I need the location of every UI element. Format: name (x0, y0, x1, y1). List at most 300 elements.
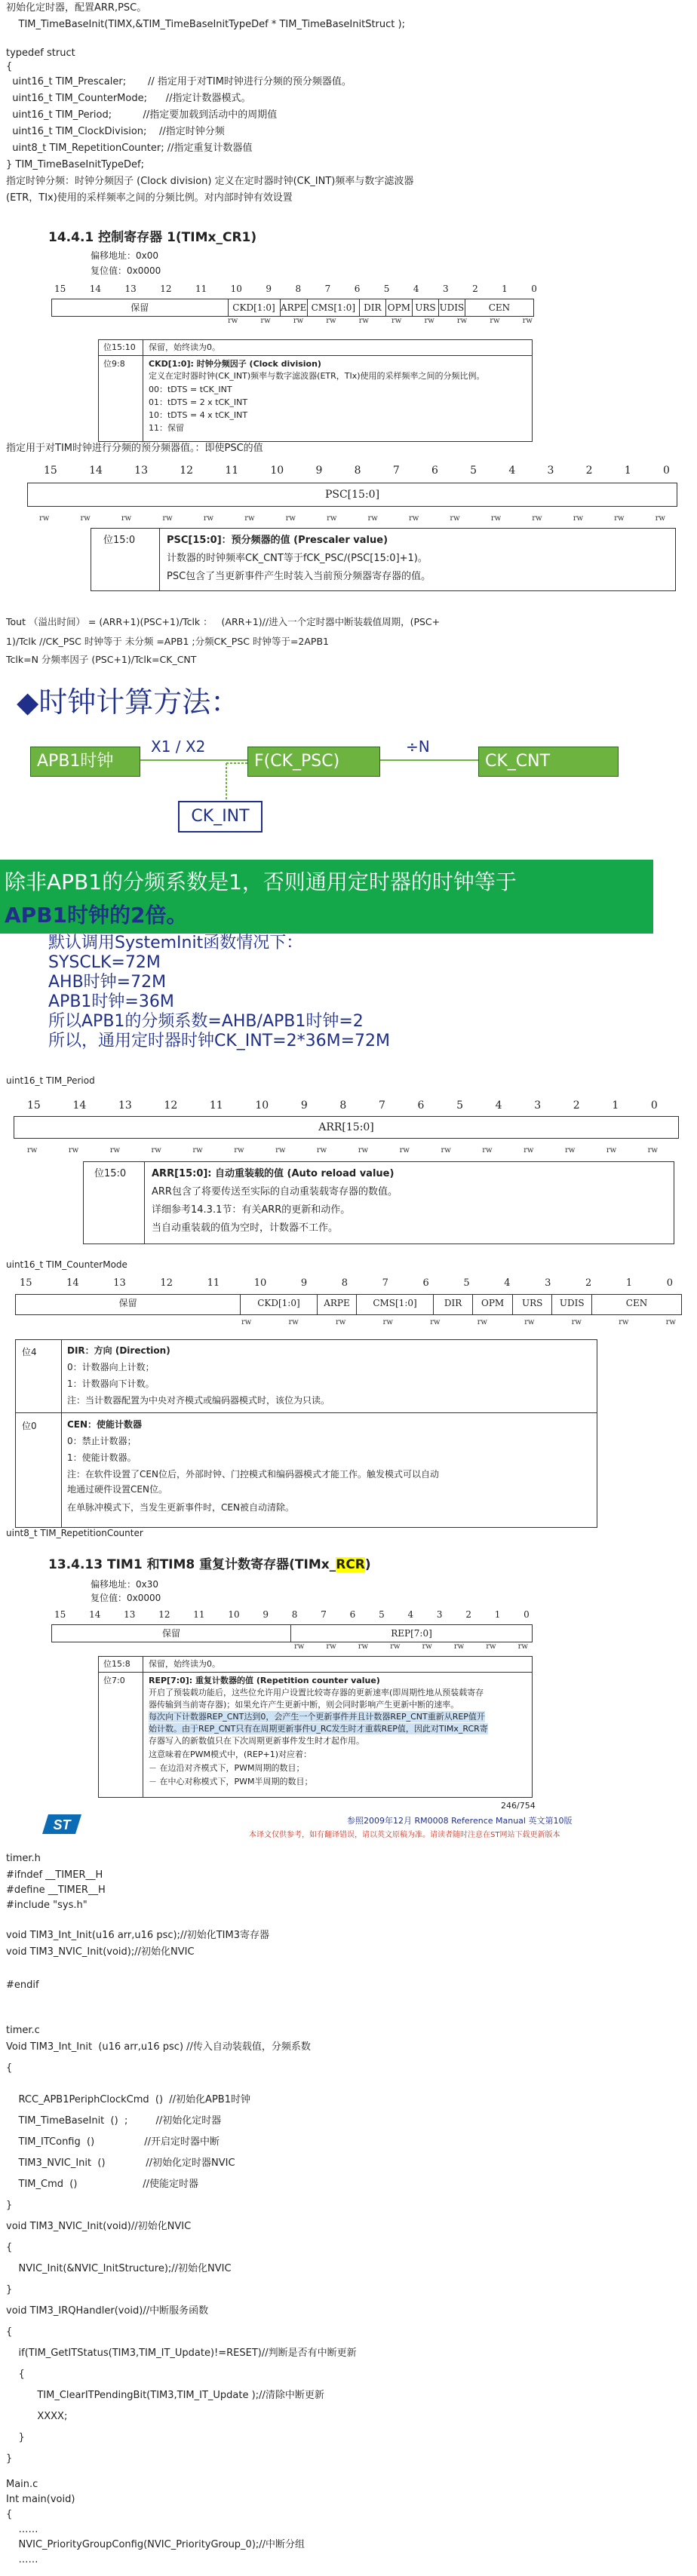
code-line: TIM_Cmd () //使能定时器 (6, 2179, 198, 2190)
bit-description: 1：使能计数器。 (67, 1452, 137, 1463)
intro-line: uint16_t TIM_Prescaler; // 指定用于对TIM时钟进行分频的预分频器值。 (6, 76, 352, 87)
register-field: URS (413, 299, 439, 316)
access-flag: rw (573, 514, 584, 523)
intro-line: uint16_t TIM_Period; //指定要加载到活动中的周期值 (6, 109, 278, 121)
bit-position: 位15:0 (103, 535, 136, 546)
access-flag: rw (532, 514, 542, 523)
register-field: ARR[15:0] (318, 1121, 374, 1133)
fck-psc-box: F(CK_PSC) (247, 747, 380, 777)
register-field: CMS[1:0] (357, 1295, 434, 1314)
register-field: REP[7:0] (391, 1628, 432, 1639)
access-flag: rw (241, 1318, 252, 1326)
access-flag: rw (655, 514, 665, 523)
intro-line: { (6, 61, 13, 72)
bit-number: 6 (422, 1277, 429, 1289)
bit-number: 1 (612, 1099, 619, 1112)
bit-description: 存器写入的新数值只在下次周期更新事件发生时才起作用。 (149, 1736, 364, 1746)
access-flag: rw (288, 1318, 299, 1326)
code-line: } (6, 2453, 13, 2464)
bit-position: 位9:8 (103, 359, 125, 369)
access-flag: rw (358, 317, 369, 325)
bit-number: 6 (417, 1099, 425, 1112)
access-flag: rw (228, 317, 238, 325)
bit-number: 5 (383, 284, 390, 294)
code-line: timer.h (6, 1853, 41, 1864)
code-line: …… (6, 2524, 38, 2535)
access-flag: rw (358, 1642, 369, 1651)
bit-number: 12 (158, 1609, 170, 1620)
access-flag: rw (162, 514, 173, 523)
bit-number: 4 (504, 1277, 511, 1289)
bit-number: 15 (44, 465, 57, 477)
rcr-reset: 复位值：0x0000 (91, 1593, 161, 1603)
bit-number: 7 (382, 1277, 388, 1289)
bit-description: 详细参考14.3.1节：有关ARR的更新和动作。 (152, 1204, 351, 1216)
bit-description: CEN：使能计数器 (67, 1419, 143, 1430)
bit-number: 7 (321, 1609, 327, 1620)
clock-text-line: SYSCLK=72M (48, 953, 161, 972)
code-line: TIM_ClearITPendingBit(TIM3,TIM_IT_Update );//清除中断更新 (6, 2390, 324, 2401)
register-field: 保留 (16, 1295, 241, 1314)
register-field: UDIS (439, 299, 465, 316)
access-flag: rw (326, 317, 336, 325)
bit-number: 7 (392, 465, 400, 477)
clock-text-line: 所以APB1的分频系数=AHB/APB1时钟=2 (48, 1012, 364, 1031)
access-row (228, 317, 533, 325)
bit-number: 1 (625, 1277, 633, 1289)
bit-number: 9 (300, 1099, 308, 1112)
register-field: 保留 (52, 299, 229, 316)
bit-description: 器传输到当前寄存器)；如果允许产生更新中断，则会同时影响产生更新中断的速率。 (149, 1700, 459, 1710)
access-flag: rw (524, 1146, 534, 1155)
section-label: uint8_t TIM_RepetitionCounter (6, 1528, 143, 1538)
bit-position: 位0 (22, 1421, 37, 1431)
clock-text-line: AHB时钟=72M (48, 973, 167, 992)
bit-number: 5 (463, 1277, 470, 1289)
register-field-row (51, 1624, 533, 1642)
cr1-reset: 复位值：0x0000 (91, 265, 161, 276)
note-banner (0, 860, 653, 934)
bit-description: 在单脉冲模式下，当发生更新事件时，CEN被自动清除。 (67, 1502, 294, 1513)
bit-number: 9 (315, 465, 323, 477)
bit-number: 14 (72, 1099, 87, 1112)
access-flag: rw (399, 1146, 410, 1155)
bit-description: 注：在软件设置了CEN位后，外部时钟、门控模式和编码器模式才能工作。触发模式可以自动 (67, 1469, 439, 1480)
bit-position: 位7:0 (103, 1676, 125, 1685)
bit-number: 0 (524, 1609, 530, 1620)
code-line: NVIC_Init(&NVIC_InitStructure);//初始化NVIC (6, 2263, 232, 2274)
bit-description: 每次向下计数器REP_CNT达到0，会产生一个更新事件并且计数器REP_CNT重新从REP值开 (149, 1712, 485, 1722)
access-flag: rw (367, 514, 378, 523)
bit-description: 11：保留 (149, 423, 184, 433)
bit-number: 0 (663, 465, 670, 477)
access-flag: rw (391, 317, 402, 325)
intro-line: 初始化定时器，配置ARR,PSC。 (6, 2, 147, 14)
access-row (241, 1318, 676, 1326)
bit-number: 5 (470, 465, 477, 477)
register-field: 保留 (52, 1625, 291, 1642)
access-flag: rw (482, 1146, 493, 1155)
register-field-row (15, 1294, 682, 1315)
bit-description: 00：tDTS = tCK_INT (149, 385, 232, 394)
bit-description: 当自动重装载的值为空时，计数器不工作。 (152, 1222, 339, 1234)
bit-number: 2 (472, 284, 478, 294)
register-field: ARPE (281, 299, 308, 316)
rcr-offset: 偏移地址：0x30 (91, 1579, 159, 1590)
bit-position: 位15:8 (103, 1659, 130, 1669)
bit-number: 8 (339, 1099, 347, 1112)
section-label: uint16_t TIM_CounterMode (6, 1259, 127, 1270)
bit-description: 始计数。由于REP_CNT只有在周期更新事件U_RC发生时才重载REP值，因此对TIMx_RCR寄 (149, 1724, 488, 1734)
access-flag: rw (293, 317, 304, 325)
intro-line: uint16_t TIM_CounterMode; //指定计数器模式。 (6, 93, 251, 104)
section-label: uint16_t TIM_Period (6, 1075, 95, 1086)
bit-number: 11 (195, 284, 207, 294)
bit-number: 6 (349, 1609, 356, 1620)
bit-description: 这意味着在PWM模式中，(REP+1)对应着： (149, 1750, 312, 1759)
access-flag: rw (275, 1146, 286, 1155)
bit-number: 6 (354, 284, 361, 294)
bit-number: 3 (547, 465, 554, 477)
bit-description: 1：计数器向下计数。 (67, 1378, 155, 1389)
code-line: } (6, 2200, 13, 2211)
slide-title: ◆时钟计算方法： (17, 685, 240, 719)
access-flag: rw (327, 514, 337, 523)
bit-description: － 在边沿对齐模式下，PWM周期的数目； (149, 1763, 305, 1773)
access-flag: rw (27, 1146, 38, 1155)
bit-description: 地通过硬件设置CEN位。 (67, 1484, 167, 1495)
tout-line: Tclk=N 分频率因子 (PSC+1)/Tclk=CK_CNT (6, 654, 197, 665)
code-line: …… (6, 2554, 38, 2565)
bit-number: 14 (89, 465, 103, 477)
code-line: } (6, 2284, 13, 2295)
clock-text-line: APB1时钟=36M (48, 992, 174, 1011)
counter-description-table (15, 1339, 597, 1528)
bit-number: 8 (341, 1277, 348, 1289)
bit-number: 11 (209, 1099, 223, 1112)
access-flag: rw (244, 514, 255, 523)
code-line: NVIC_PriorityGroupConfig(NVIC_PriorityGroup_0);//中断分组 (6, 2539, 306, 2550)
apb1-box: APB1时钟 (30, 747, 140, 777)
access-flag: rw (441, 1146, 451, 1155)
bit-number: 14 (89, 1609, 101, 1620)
code-line: Main.c (6, 2479, 38, 2490)
access-flag: rw (382, 1318, 393, 1326)
access-flag: rw (390, 1642, 401, 1651)
register-field: DIR (434, 1295, 474, 1314)
code-line: RCC_APB1PeriphClockCmd () //初始化APB1时钟 (6, 2094, 250, 2105)
code-line: { (6, 2369, 25, 2380)
access-flag: rw (326, 1642, 336, 1651)
code-line: if(TIM_GetITStatus(TIM3,TIM_IT_Update)!=RESET)//判断是否有中断更新 (6, 2348, 357, 2359)
bit-number: 4 (495, 1099, 502, 1112)
register-field: URS (513, 1295, 553, 1314)
rcr-title: 13.4.13 TIM1 和TIM8 重复计数寄存器(TIMx_RCR) (48, 1557, 371, 1572)
code-line: void TIM3_NVIC_Init(void);//初始化NVIC (6, 1946, 195, 1958)
bit-number: 0 (666, 1277, 673, 1289)
access-flag: rw (619, 1318, 629, 1326)
bit-number: 1 (494, 1609, 501, 1620)
bit-number: 7 (378, 1099, 385, 1112)
psc-description-table (91, 528, 676, 591)
register-field: UDIS (552, 1295, 592, 1314)
bit-number: 4 (413, 284, 419, 294)
access-flag: rw (358, 1146, 369, 1155)
bit-number: 2 (585, 465, 593, 477)
code-line: void TIM3_NVIC_Init(void)//初始化NVIC (6, 2221, 192, 2232)
access-flag: rw (665, 1318, 676, 1326)
bit-number: 15 (27, 1099, 41, 1112)
bit-number: 3 (534, 1099, 542, 1112)
bit-description: 01：tDTS = 2 x tCK_INT (149, 397, 248, 407)
rcr-description-table (98, 1656, 533, 1798)
bit-number: 12 (160, 1277, 173, 1289)
access-flag: rw (517, 1642, 528, 1651)
bit-number: 2 (585, 1277, 592, 1289)
code-line: Int main(void) (6, 2494, 75, 2505)
code-line: TIM3_NVIC_Init () //初始化定时器NVIC (6, 2157, 235, 2169)
bit-number: 13 (124, 284, 137, 294)
code-line: timer.c (6, 2025, 40, 2036)
bit-number: 10 (253, 1277, 267, 1289)
bit-number: 0 (531, 284, 537, 294)
clock-text-line: 所以，通用定时器时钟CK_INT=2*36M=72M (48, 1032, 390, 1050)
access-flag: rw (285, 514, 296, 523)
access-flag: rw (422, 1642, 432, 1651)
bit-description: 定义在定时器时钟(CK_INT)频率与数字滤波器(ETR，TIx)使用的采样频率之间的分频比例。 (149, 371, 485, 381)
bit-description: ARR包含了将要传送至实际的自动重装载寄存器的数值。 (152, 1186, 398, 1198)
register-field-row (27, 483, 677, 507)
bit-number-row (54, 284, 537, 294)
register-field: OPM (386, 299, 413, 316)
page-number: 246/754 (501, 1801, 536, 1811)
bit-description: 开启了预装载功能后，这些位允许用户设置比较寄存器的更新速率(即周期性地从预装载寄存 (149, 1688, 484, 1697)
access-flag: rw (316, 1146, 327, 1155)
bit-number: 6 (431, 465, 438, 477)
svg-text:ST: ST (53, 1817, 71, 1832)
bit-number: 11 (193, 1609, 205, 1620)
intro-line: TIM_TimeBaseInit(TIMX,&TIM_TimeBaseInitTypeDef * TIM_TimeBaseInitStruct ); (6, 19, 405, 30)
access-flag: rw (80, 514, 91, 523)
access-flag: rw (456, 317, 468, 325)
divider-label: X1 / X2 (151, 738, 206, 756)
code-line: #include "sys.h" (6, 1900, 88, 1911)
bit-number: 7 (324, 284, 331, 294)
code-line: TIM_TimeBaseInit () ; //初始化定时器 (6, 2115, 222, 2127)
bit-description: ARR[15:0]: 自动重装载的值 (Auto reload value) (152, 1168, 395, 1179)
bit-number: 13 (113, 1277, 126, 1289)
bit-number: 14 (89, 284, 102, 294)
tout-line: Tout （溢出时间） = (ARR+1)(PSC+1)/Tclk ： (ARR+1)//进入一个定时器中断装载值周期，(PSC+ (6, 616, 441, 627)
bit-description: － 在中心对称模式下，PWM半周期的数目； (149, 1777, 313, 1786)
bit-number: 0 (650, 1099, 658, 1112)
access-flag: rw (203, 514, 214, 523)
access-flag: rw (192, 1146, 203, 1155)
bit-number: 3 (436, 1609, 443, 1620)
code-line: { (6, 2242, 13, 2253)
intro-line: typedef struct (6, 48, 75, 59)
bit-number: 8 (354, 465, 361, 477)
bit-number: 10 (228, 1609, 240, 1620)
access-flag: rw (453, 1642, 465, 1651)
divider-label: ÷N (406, 738, 430, 756)
code-line: { (6, 2062, 13, 2074)
access-row (27, 1146, 658, 1155)
code-line: #endif (6, 1980, 39, 1991)
bit-number: 10 (230, 284, 242, 294)
bit-number: 5 (456, 1099, 463, 1112)
access-flag: rw (121, 514, 132, 523)
bit-number: 3 (442, 284, 449, 294)
bit-number: 2 (465, 1609, 471, 1620)
bit-position: 位4 (22, 1347, 37, 1357)
access-flag: rw (490, 317, 500, 325)
access-flag: rw (294, 1642, 305, 1651)
bit-description: REP[7:0]: 重复计数器的值 (Repetition counter value) (149, 1676, 380, 1685)
code-line: #ifndef __TIMER__H (6, 1869, 103, 1881)
access-flag: rw (477, 1318, 487, 1326)
code-line: { (6, 2326, 13, 2338)
cr1-offset: 偏移地址：0x00 (91, 250, 159, 261)
bit-number: 11 (225, 465, 239, 477)
footer-line: 本译文仅供参考，如有翻译错误，请以英文原稿为准。请读者随时注意在ST网站下载更新版本 (249, 1831, 560, 1839)
clock-text-line: 默认调用SystemInit函数情况下： (48, 934, 303, 952)
bit-description: 0：计数器向上计数； (67, 1362, 155, 1372)
arr-description-table (83, 1161, 674, 1244)
code-line: Void TIM3_Int_Init (u16 arr,u16 psc) //传入自动装载值，分频系数 (6, 2041, 311, 2053)
footer-line: 参照2009年12月 RM0008 Reference Manual 英文第10版 (347, 1816, 573, 1826)
bit-number: 9 (266, 284, 272, 294)
access-flag: rw (336, 1318, 346, 1326)
cr1-title: 14.4.1 控制寄存器 1(TIMx_CR1) (48, 230, 257, 245)
access-flag: rw (490, 514, 502, 523)
register-field: CEN (625, 1298, 648, 1308)
bit-number: 10 (255, 1099, 269, 1112)
bit-position: 位15:10 (103, 342, 136, 352)
bit-number: 9 (300, 1277, 308, 1289)
bit-number: 12 (180, 465, 194, 477)
bit-number: 2 (573, 1099, 580, 1112)
bit-number: 11 (207, 1277, 220, 1289)
bit-number: 12 (160, 284, 172, 294)
register-field-row (51, 299, 534, 317)
intro-line: uint16_t TIM_ClockDivision; //指定时钟分频 (6, 126, 225, 137)
intro-line: uint8_t TIM_RepetitionCounter; //指定重复计数器值 (6, 143, 253, 154)
access-flag: rw (524, 1318, 535, 1326)
bit-description: 计数器的时钟频率CK_CNT等于fCK_PSC/(PSC[15:0]+1)。 (167, 553, 428, 564)
bit-description: 10：tDTS = 4 x tCK_INT (149, 410, 248, 420)
code-line: { (6, 2509, 13, 2520)
access-flag: rw (450, 514, 460, 523)
bit-number: 1 (502, 284, 508, 294)
bit-number: 15 (20, 1277, 32, 1289)
access-flag: rw (408, 514, 419, 523)
bit-number: 13 (118, 1099, 132, 1112)
register-field: PSC[15:0] (324, 489, 380, 501)
access-flag: rw (614, 514, 625, 523)
bit-number: 8 (291, 1609, 298, 1620)
bit-description: 保留，始终读为0。 (149, 1659, 220, 1669)
register-field: CKD[1:0] (241, 1295, 318, 1314)
psc-note: 指定用于对TIM时钟进行分频的预分频器值。：即使PSC的值 (6, 443, 263, 454)
bit-description: PSC[15:0]：预分频器的值 (Prescaler value) (167, 535, 388, 546)
access-row (39, 514, 665, 523)
bit-description: 保留，始终读为0。 (149, 342, 220, 352)
tout-line: 1)/Tclk //CK_PSC 时钟等于 未分频 =APB1 ;分频CK_PSC 时钟等于=2APB1 (6, 636, 329, 647)
bit-number-row (27, 1099, 658, 1112)
bit-number-row (44, 465, 670, 477)
ck-cnt-box: CK_CNT (478, 747, 619, 777)
bit-number: 10 (270, 465, 284, 477)
bit-number: 8 (295, 284, 302, 294)
code-line: #define __TIMER__H (6, 1884, 106, 1896)
bit-description: DIR：方向 (Direction) (67, 1345, 170, 1356)
access-flag: rw (151, 1146, 161, 1155)
bit-description: CKD[1:0]: 时钟分频因子 (Clock division) (149, 359, 321, 369)
access-flag: rw (606, 1146, 617, 1155)
register-field: CEN (488, 302, 511, 313)
bit-number: 13 (124, 1609, 136, 1620)
code-line: XXXX; (6, 2411, 68, 2422)
register-field-row (14, 1116, 679, 1139)
banner-line: 除非APB1的分频系数是1，否则通用定时器的时钟等于 (5, 869, 517, 894)
access-flag: rw (522, 317, 533, 325)
bit-description: 0：禁止计数器； (67, 1436, 137, 1446)
bit-number: 15 (54, 284, 66, 294)
banner-line: APB1时钟的2倍。 (5, 903, 188, 928)
access-flag: rw (486, 1642, 496, 1651)
register-field: OPM (473, 1295, 513, 1314)
register-field: CMS[1:0] (308, 299, 360, 316)
access-flag: rw (234, 1146, 244, 1155)
access-flag: rw (39, 514, 50, 523)
bit-position: 位15:0 (94, 1168, 127, 1179)
bit-number: 1 (624, 465, 631, 477)
bit-number: 9 (263, 1609, 269, 1620)
register-field: DIR (360, 299, 386, 316)
ck-int-box: CK_INT (178, 801, 263, 833)
intro-line: } TIM_TimeBaseInitTypeDef; (6, 159, 144, 170)
bit-number-row (20, 1277, 673, 1289)
bit-number: 15 (54, 1609, 66, 1620)
access-row (294, 1642, 528, 1651)
code-line: void TIM3_Int_Init(u16 arr,u16 psc);//初始化TIM3寄存器 (6, 1930, 269, 1941)
bit-number: 14 (66, 1277, 79, 1289)
access-flag: rw (68, 1146, 79, 1155)
bit-number: 13 (134, 465, 148, 477)
register-field: ARPE (318, 1295, 358, 1314)
intro-line: (ETR，TIx)使用的采样频率之间的分频比例。对内部时钟有效设置 (6, 192, 293, 204)
clock-flow-diagram (0, 724, 697, 860)
access-flag: rw (260, 317, 271, 325)
access-flag: rw (424, 317, 434, 325)
bit-number: 5 (379, 1609, 385, 1620)
bit-description: 注：当计数器配置为中央对齐模式或编码器模式时，该位为只读。 (67, 1395, 330, 1406)
code-line: void TIM3_IRQHandler(void)//中断服务函数 (6, 2305, 209, 2317)
access-flag: rw (564, 1146, 576, 1155)
bit-description: PSC包含了当更新事件产生时装入当前预分频器寄存器的值。 (167, 571, 431, 582)
cr1-description-table (98, 339, 533, 442)
bit-number-row (54, 1609, 530, 1620)
intro-line: 指定时钟分频：时钟分频因子 (Clock division) 定义在定时器时钟(CK_INT)频率与数字滤波器 (6, 176, 414, 187)
clock-text-block (48, 934, 390, 1051)
bit-number: 12 (164, 1099, 178, 1112)
access-flag: rw (430, 1318, 441, 1326)
access-flag: rw (647, 1146, 658, 1155)
st-logo (42, 1813, 81, 1835)
bit-number: 4 (407, 1609, 414, 1620)
code-line: } (6, 2432, 25, 2443)
